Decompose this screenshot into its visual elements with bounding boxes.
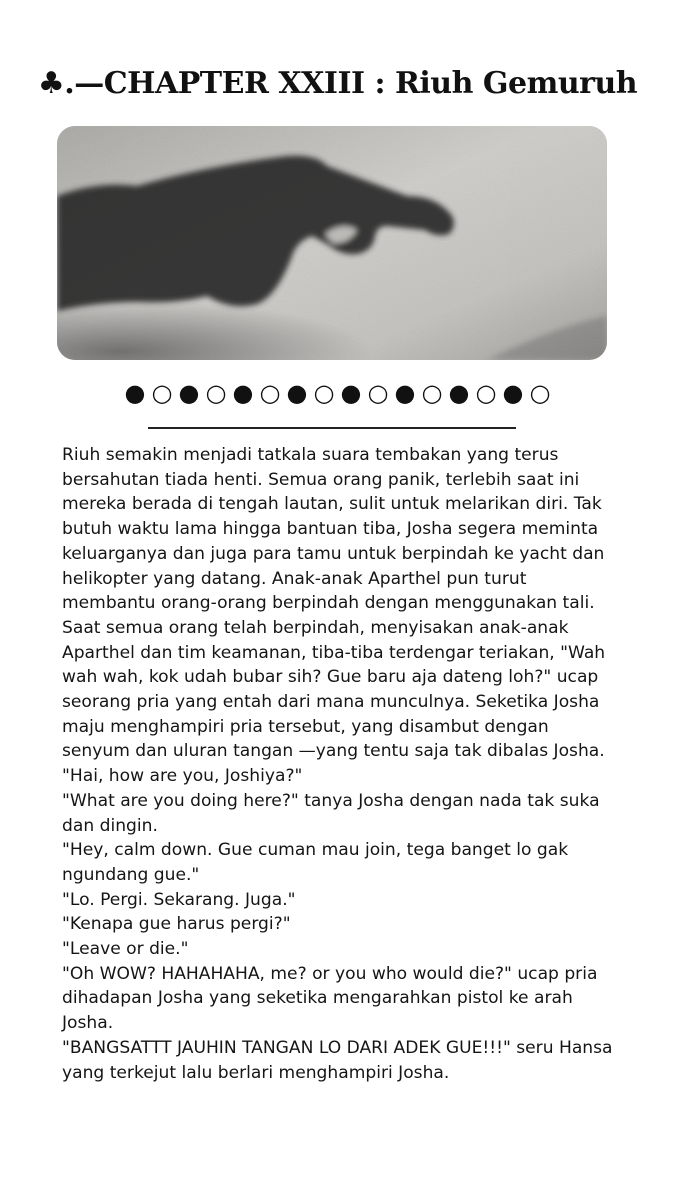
dialogue-line: "Leave or die." (62, 939, 189, 960)
filled-circle-icon: ● (448, 379, 470, 407)
hollow-circle-icon: ○ (475, 379, 497, 407)
dialogue-line: "What are you doing here?" tanya Josha dengan nada tak suka dan dingin. (62, 790, 600, 836)
dialogue-line: "BANGSATTT JAUHIN TANGAN LO DARI ADEK GUE!!!" seru Hansa yang terkejut lalu berlari menghampiri Josha. (62, 1037, 613, 1083)
story-text (62, 443, 622, 1085)
gun-shadow-illustration (57, 126, 607, 360)
hollow-circle-icon: ○ (421, 379, 443, 407)
filled-circle-icon: ● (178, 379, 200, 407)
hollow-circle-icon: ○ (313, 379, 335, 407)
dialogue-line: "Hai, how are you, Joshiya?" (62, 766, 303, 787)
narrative-paragraph: Riuh semakin menjadi tatkala suara tembakan yang terus bersahutan tiada henti. Semua orang panik, terlebih saat ini mereka berada di tengah lautan, sulit untuk melarikan diri. Tak butuh waktu lama hingga bantuan tiba, Josha segera meminta keluarganya dan juga para tamu untuk berpindah ke yacht dan helikopter yang datang. Anak-anak Aparthel pun turut membantu orang-orang berpindah dengan menggunakan tali. Saat semua orang telah berpindah, menyisakan anak-anak Aparthel dan tim keamanan, tiba-tiba terdengar teriakan, "Wah wah wah, kok udah bubar sih? Gue baru aja dateng loh?" ucap seorang pria yang entah dari mana munculnya. Seketika Josha maju menghampiri pria tersebut, yang disambut dengan senyum dan uluran tangan —yang tentu saja tak dibalas Josha. (62, 445, 606, 762)
filled-circle-icon: ● (124, 379, 146, 407)
hollow-circle-icon: ○ (529, 379, 551, 407)
dialogue-line: "Oh WOW? HAHAHAHA, me? or you who would die?" ucap pria dihadapan Josha yang seketika mengarahkan pistol ke arah Josha. (62, 963, 598, 1034)
hollow-circle-icon: ○ (205, 379, 227, 407)
filled-circle-icon: ● (394, 379, 416, 407)
hollow-circle-icon: ○ (151, 379, 173, 407)
page-title: ♣.—CHAPTER XXIII : Riuh Gemuruh (37, 66, 638, 101)
dialogue-line: "Kenapa gue harus pergi?" (62, 914, 291, 935)
horizontal-rule (148, 427, 516, 429)
hollow-circle-icon: ○ (367, 379, 389, 407)
dialogue-line: "Lo. Pergi. Sekarang. Juga." (62, 889, 296, 910)
hollow-circle-icon: ○ (259, 379, 281, 407)
circle-divider (0, 379, 675, 407)
filled-circle-icon: ● (286, 379, 308, 407)
filled-circle-icon: ● (232, 379, 254, 407)
dialogue-line: "Hey, calm down. Gue cuman mau join, tega banget lo gak ngundang gue." (62, 840, 569, 885)
filled-circle-icon: ● (340, 379, 362, 407)
filled-circle-icon: ● (502, 379, 524, 407)
